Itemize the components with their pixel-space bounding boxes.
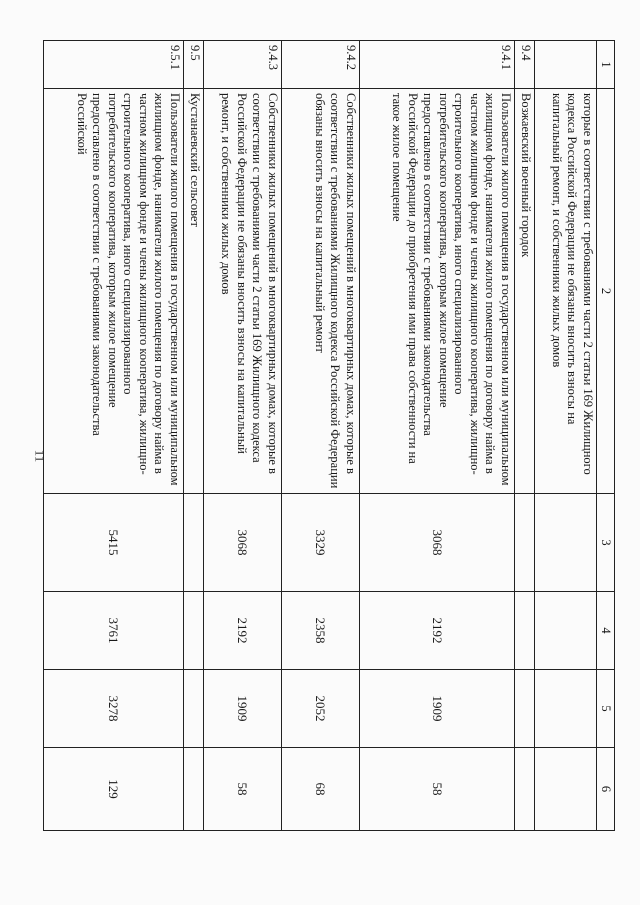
value-col-3: [515, 494, 535, 592]
value-col-6: [535, 748, 597, 831]
value-col-3: 3068: [204, 494, 282, 592]
header-cell-1: 1: [597, 41, 615, 89]
value-col-4: [184, 592, 204, 670]
table-row: [535, 41, 597, 831]
row-description: Возжаевский военный городок: [515, 89, 535, 494]
value-col-6: 129: [44, 748, 184, 831]
value-col-5: [184, 670, 204, 748]
row-description: Собственники жилых помещений в многоквартирных домах, которые в соответствии с требованиями Жилищного кодекса Российской Федерации обязаны вносить взносы на капитальный ремонт: [282, 89, 360, 494]
value-col-6: 58: [360, 748, 515, 831]
row-index: 9.5: [184, 41, 204, 89]
value-col-3: 3329: [282, 494, 360, 592]
value-col-5: 1909: [204, 670, 282, 748]
header-cell-5: 5: [597, 670, 615, 748]
header-cell-4: 4: [597, 592, 615, 670]
value-col-4: 2358: [282, 592, 360, 670]
table-header-row: [597, 41, 615, 831]
value-col-5: [515, 670, 535, 748]
row-index: 9.5.1: [44, 41, 184, 89]
row-index: 9.4.2: [282, 41, 360, 89]
row-index: 9.4: [515, 41, 535, 89]
row-description: которые в соответствии с требованиями части 2 статьи 169 Жилищного кодекса Российской Федерации не обязаны вносить взносы на капитальный ремонт, и собственники жилых домов: [535, 89, 597, 494]
value-col-4: 2192: [360, 592, 515, 670]
value-col-4: [515, 592, 535, 670]
value-col-5: [535, 670, 597, 748]
row-description: Кустанаевский сельсовет: [184, 89, 204, 494]
row-index: [535, 41, 597, 89]
value-col-3: [184, 494, 204, 592]
value-col-6: 68: [282, 748, 360, 831]
value-col-6: [184, 748, 204, 831]
page-number: 11: [32, 449, 48, 463]
tariff-table: [43, 40, 615, 831]
table-row: [360, 41, 515, 831]
table-row: [184, 41, 204, 831]
row-description: Пользователи жилого помещения в государственном или муниципальном жилищном фонде, наниматели жилого помещения по договору найма в частном жилищном фонде и члены жилищного кооператива, жилищно-строительного кооператива, иного специализированного потребительского кооператива, которым жилое помещение предоставлено в соответствии с требованиями законодательства Российской: [44, 89, 184, 494]
header-cell-3: 3: [597, 494, 615, 592]
value-col-3: 3068: [360, 494, 515, 592]
row-index: 9.4.1: [360, 41, 515, 89]
value-col-5: 2052: [282, 670, 360, 748]
row-description: Собственники жилых помещений в многоквартирных домах, которые в соответствии с требованиями части 2 статьи 169 Жилищного кодекса Российской Федерации не обязаны вносить взносы на капитальный ремонт, и собственники жилых домов: [204, 89, 282, 494]
table-row: [204, 41, 282, 831]
table-row: [282, 41, 360, 831]
value-col-4: [535, 592, 597, 670]
value-col-5: 1909: [360, 670, 515, 748]
rotated-table-page: [70, 40, 615, 830]
header-cell-6: 6: [597, 748, 615, 831]
value-col-6: 58: [204, 748, 282, 831]
value-col-4: 2192: [204, 592, 282, 670]
value-col-5: 3278: [44, 670, 184, 748]
value-col-3: [535, 494, 597, 592]
value-col-3: 5415: [44, 494, 184, 592]
header-cell-2: 2: [597, 89, 615, 494]
value-col-4: 3761: [44, 592, 184, 670]
table-row: [515, 41, 535, 831]
row-description: Пользователи жилого помещения в государственном или муниципальном жилищном фонде, наниматели жилого помещения по договору найма в частном жилищном фонде и члены жилищного кооператива, жилищно-строительного кооператива, иного специализированного потребительского кооператива, которым жилое помещение предоставлено в соответствии с требованиями законодательства Российской Федерации до приобретения ими права собственности на такое жилое помещение: [360, 89, 515, 494]
value-col-6: [515, 748, 535, 831]
row-index: 9.4.3: [204, 41, 282, 89]
table-row: [44, 41, 184, 831]
